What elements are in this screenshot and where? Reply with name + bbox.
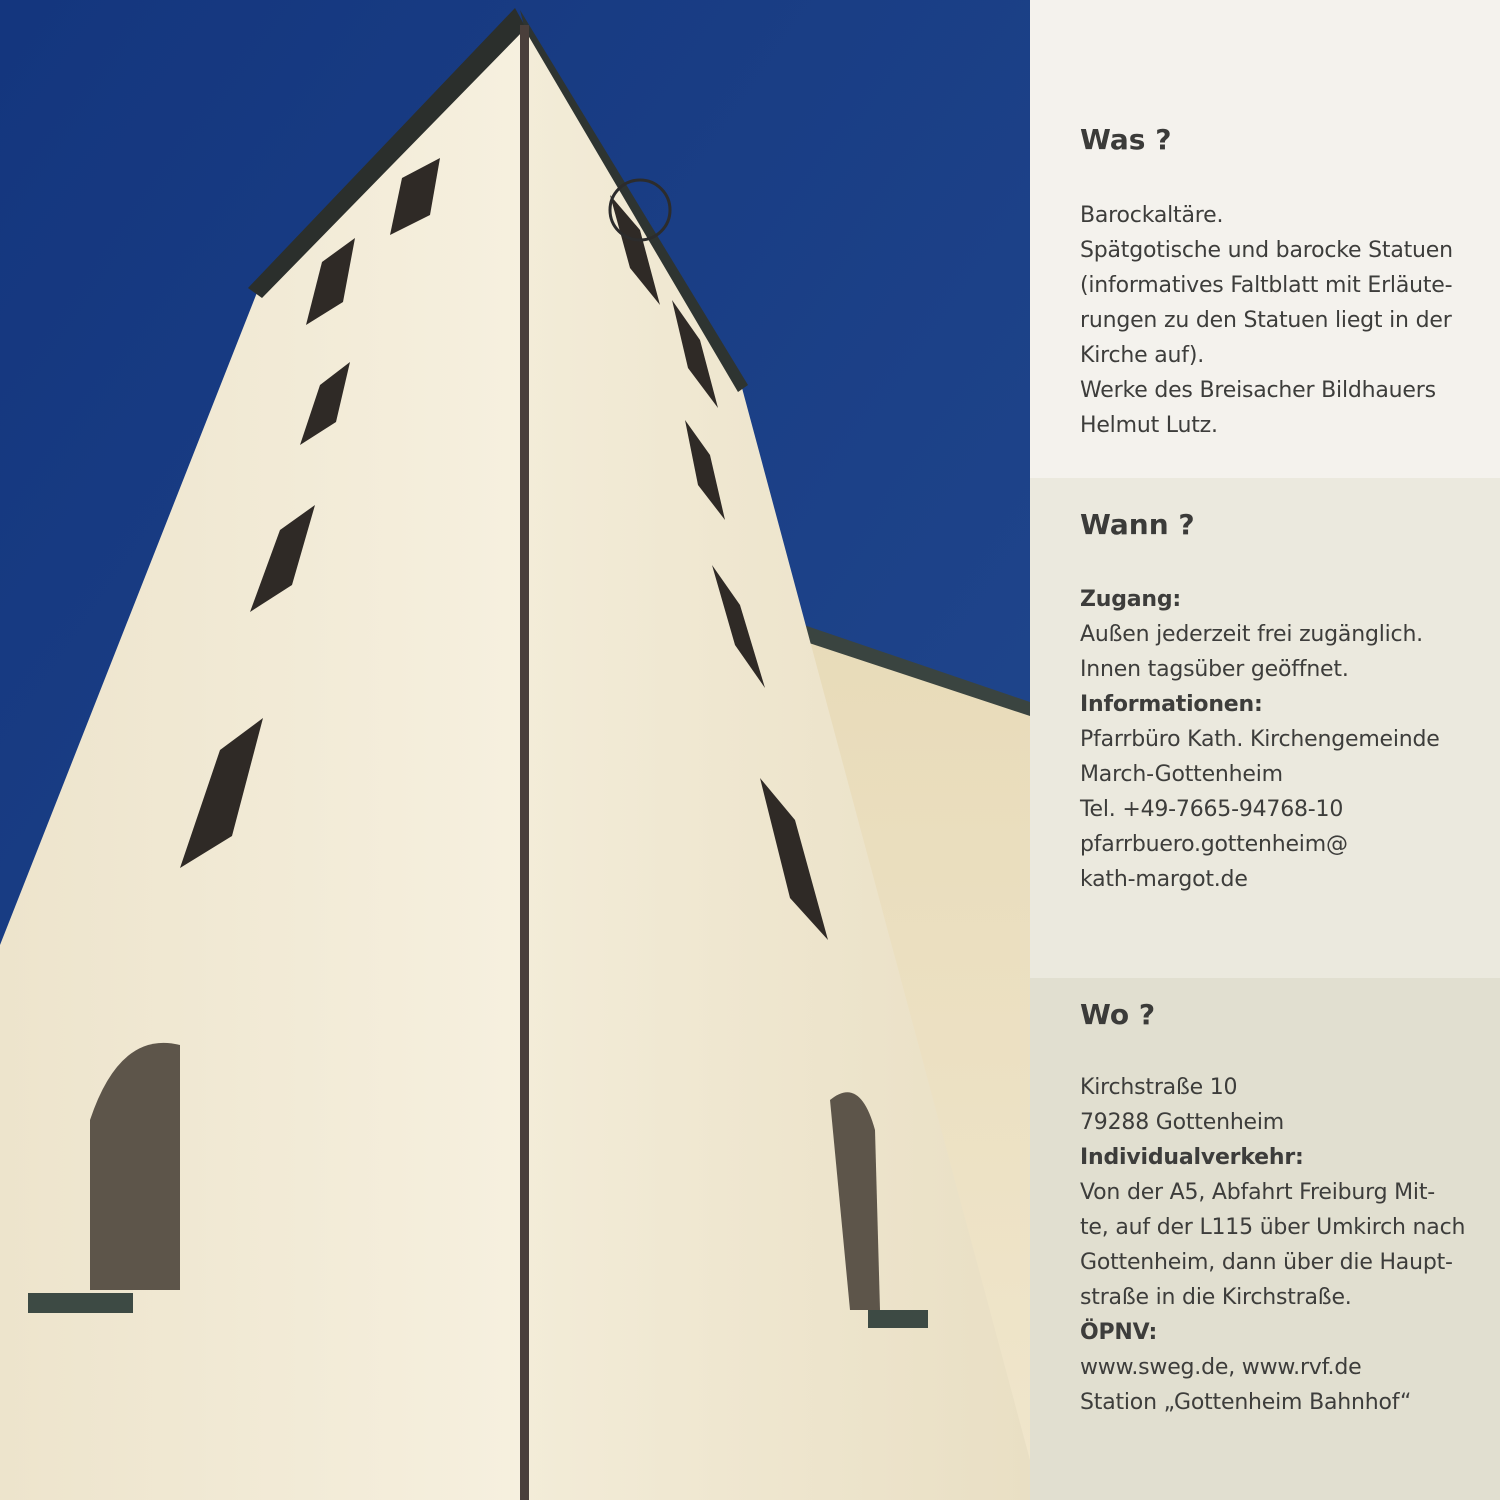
address-line: Kirchstraße 10 xyxy=(1080,1075,1238,1100)
what-line: Barockaltäre. xyxy=(1080,203,1224,228)
when-panel xyxy=(1030,478,1500,978)
email-line: kath-margot.de xyxy=(1080,867,1248,892)
address-line: 79288 Gottenheim xyxy=(1080,1110,1285,1135)
car-line: straße in die Kirchstraße. xyxy=(1080,1285,1352,1310)
window-sill-right xyxy=(868,1310,928,1328)
what-line: Werke des Breisacher Bildhauers xyxy=(1080,378,1436,403)
what-body xyxy=(1080,198,1490,443)
what-panel xyxy=(1030,0,1500,478)
email-line: pfarrbuero.gottenheim@ xyxy=(1080,832,1348,857)
when-heading: Wann ? xyxy=(1080,508,1195,541)
info-label: Informationen: xyxy=(1080,692,1263,717)
access-line: Innen tagsüber geöffnet. xyxy=(1080,657,1349,682)
downpipe xyxy=(520,25,529,1500)
where-panel xyxy=(1030,978,1500,1500)
info-line: Pfarrbüro Kath. Kirchengemeinde xyxy=(1080,727,1440,752)
where-body xyxy=(1080,1070,1490,1420)
car-line: te, auf der L115 über Umkirch nach xyxy=(1080,1215,1466,1240)
what-line: Kirche auf). xyxy=(1080,343,1205,368)
where-heading: Wo ? xyxy=(1080,998,1156,1031)
transit-line: www.sweg.de, www.rvf.de xyxy=(1080,1355,1362,1380)
what-line: rungen zu den Statuen liegt in der xyxy=(1080,308,1452,333)
car-line: Von der A5, Abfahrt Freiburg Mit- xyxy=(1080,1180,1436,1205)
when-body xyxy=(1080,582,1490,897)
what-line: Helmut Lutz. xyxy=(1080,413,1218,438)
access-label: Zugang: xyxy=(1080,587,1182,612)
info-line: March-Gottenheim xyxy=(1080,762,1283,787)
phone-number: Tel. +49-7665-94768-10 xyxy=(1080,797,1344,822)
what-heading: Was ? xyxy=(1080,123,1172,156)
access-line: Außen jederzeit frei zugänglich. xyxy=(1080,622,1423,647)
transit-line: Station „Gottenheim Bahnhof“ xyxy=(1080,1390,1412,1415)
what-line: (informatives Faltblatt mit Erläute- xyxy=(1080,273,1453,298)
what-line: Spätgotische und barocke Statuen xyxy=(1080,238,1453,263)
car-line: Gottenheim, dann über die Haupt- xyxy=(1080,1250,1453,1275)
window-sill-left xyxy=(28,1293,133,1313)
car-label: Individualverkehr: xyxy=(1080,1145,1304,1170)
transit-label: ÖPNV: xyxy=(1080,1320,1158,1345)
